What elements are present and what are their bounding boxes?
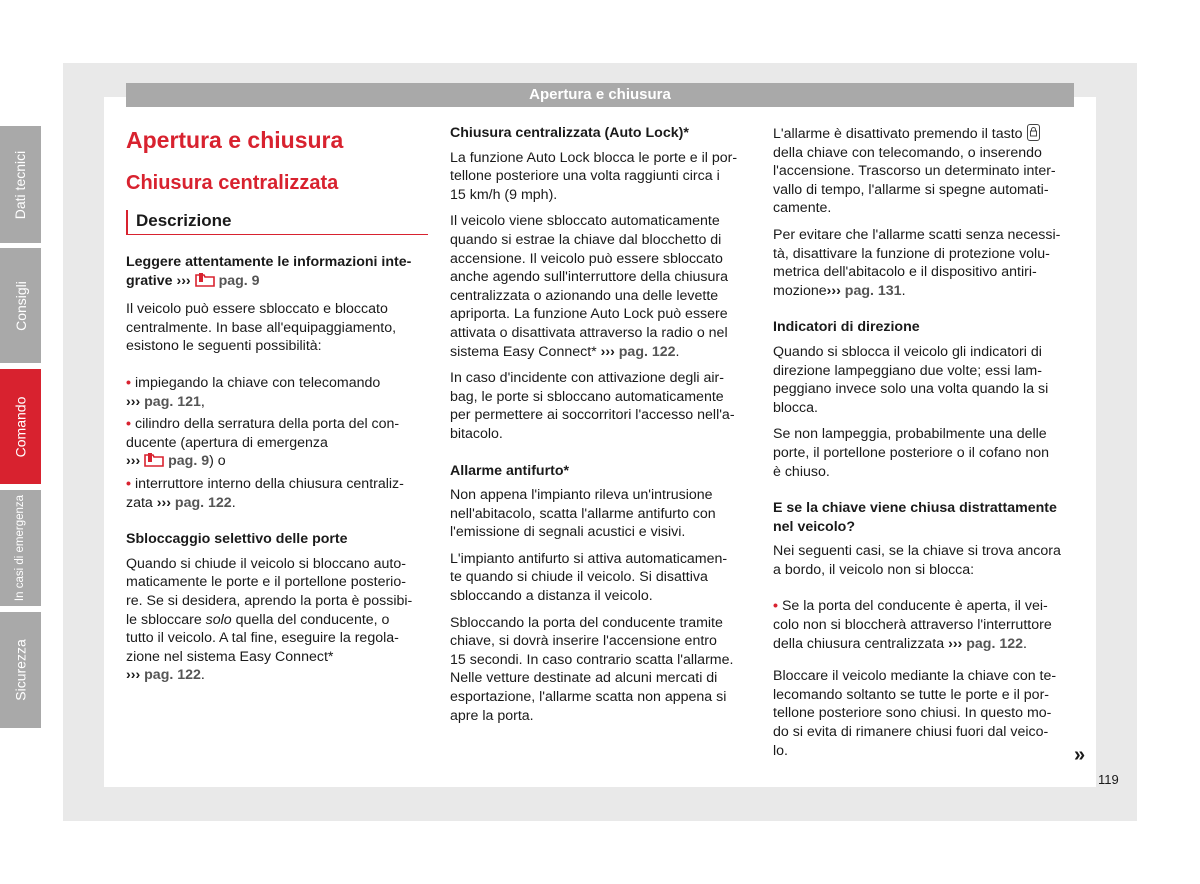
link-pag-122[interactable]: pag. 122	[144, 667, 201, 684]
subheading-selective-unlock: Sbloccaggio selettivo delle porte	[126, 531, 348, 548]
tab-dati-tecnici[interactable]: Dati tecnici	[0, 126, 41, 243]
link-pag-131[interactable]: pag. 131	[844, 282, 902, 299]
tab-in-casi-di-emergenza[interactable]: In casi di emergenza	[0, 490, 41, 606]
alarm-text: Non appena l'impianto rileva un'intrusione nell'abitacolo, scatta l'allarme antifurto con l'emissione di segnali acustici e visivi.	[450, 487, 716, 541]
driver-door-text: Sbloccando la porta del conducente tramite chiave, si dovrà inserire l'accensione entro 15 secondi. In caso contrario scatta l'allarme. Nelle vetture destinate ad alcuni mercati di esportazione, l'allarme scatta non appena si apre la porta.	[450, 614, 734, 724]
section-header: Apertura e chiusura	[126, 83, 1074, 107]
link-pag-122[interactable]: pag. 122	[966, 635, 1024, 652]
page-number: 119	[1098, 772, 1119, 787]
alarm-deactivation-text: L'allarme è disattivato premendo il tasto della chiave con telecomando, o inserendo l'accensione. Trascorso un determinato inter- vallo di tempo, l'allarme si spegne automati- camente.	[773, 126, 1056, 217]
section-title: Descrizione	[126, 210, 428, 235]
warning-note: Leggere attentamente le informazioni inte- grative ››› pag. 9	[126, 254, 412, 289]
list-item: • cilindro della serratura della porta del con- ducente (apertura di emergenza ››› pag. 9) o	[126, 416, 400, 470]
subheading-indicators: Indicatori di direzione	[773, 319, 920, 336]
subheading-auto-lock: Chiusura centralizzata (Auto Lock)*	[450, 125, 689, 141]
list-item: • interruttore interno della chiusura centraliz- zata ››› pag. 122.	[126, 475, 404, 511]
link-pag-9[interactable]: pag. 9	[168, 453, 210, 470]
list-item: • impiegando la chiave con telecomando ››› pag. 121,	[126, 374, 381, 410]
column-right	[773, 124, 1073, 768]
tab-sicurezza[interactable]: Sicurezza	[0, 612, 41, 728]
link-pag-9[interactable]: pag. 9	[218, 272, 260, 289]
link-pag-122[interactable]: pag. 122	[618, 343, 676, 360]
prevent-alarm-text: Per evitare che l'allarme scatti senza necessi- tà, disattivare la funzione di protezione volu- metrica dell'abitacolo e il dispositivo antiri- mozione››› pag. 131.	[773, 226, 1061, 299]
alarm-activation-text: L'impianto antifurto si attiva automaticamen- te quando si chiude il veicolo. Si disattiva sbloccando a distanza il veicolo.	[450, 550, 728, 605]
column-middle	[450, 124, 750, 733]
lock-advice-text: Bloccare il veicolo mediante la chiave con te- lecomando soltanto se tutte le porte e il por- tellone posteriore sono chiusi. In questo mo- do si evita di rimanere chiusi fuori dal veico- lo.	[773, 668, 1057, 759]
indicators-text: Quando si sblocca il veicolo gli indicatori di direzione lampeggiano due volte; essi lam- peggiano invece solo una volta quando la si blocca.	[773, 343, 1049, 416]
auto-unlock-text: Il veicolo viene sbloccato automaticamente quando si estrae la chiave dal blocchetto di accensione. Il veicolo può essere sbloccato anche agendo sull'interruttore della chiusura centralizzata o azionando una delle levette apriporta. La funzione Auto Lock può essere attivata o disattivata attraverso la radio o nel sistema Easy Connect* ››› pag. 122.	[450, 213, 728, 360]
link-pag-121[interactable]: pag. 121	[144, 393, 201, 410]
book-warning-icon	[195, 272, 215, 287]
page-title: Apertura e chiusura	[126, 127, 344, 153]
subheading-alarm: Allarme antifurto*	[450, 462, 570, 479]
continue-mark: »	[1074, 744, 1086, 766]
no-flash-text: Se non lampeggia, probabilmente una delle porte, il portellone posteriore o il cofano non è chiuso.	[773, 426, 1050, 480]
subheading-key-locked: E se la chiave viene chiusa distrattamente nel veicolo?	[773, 500, 1057, 535]
tab-comando[interactable]: Comando	[0, 369, 41, 484]
list-item: • Se la porta del conducente è aperta, il vei- colo non si bloccherà attraverso l'interruttore della chiusura centralizzata ››› pag. 122.	[773, 598, 1052, 652]
key-locked-text: Nei seguenti casi, se la chiave si trova ancora a bordo, il veicolo non si blocca:	[773, 543, 1061, 578]
accident-text: In caso d'incidente con attivazione degli air- bag, le porte si sbloccano automaticamente per permettere ai soccorritori l'accesso nell'a- bitacolo.	[450, 370, 735, 442]
book-warning-icon	[144, 452, 164, 467]
tab-consigli[interactable]: Consigli	[0, 248, 41, 363]
chapter-title: Chiusura centralizzata	[126, 172, 339, 194]
intro-text: Il veicolo può essere sbloccato e bloccato centralmente. In base all'equipaggiamento, esistono le seguenti possibilità:	[126, 301, 397, 355]
link-pag-122[interactable]: pag. 122	[174, 494, 232, 511]
selective-unlock-text: Quando si chiude il veicolo si bloccano auto- maticamente le porte e il portellone posterio- re. Se si desidera, aprendo la porta è possibi- le sbloccare solo quella del conducente, o tutto il veicolo. A tal fine, eseguire la regola- zione nel sistema Easy Connect* ››› pag. 122.	[126, 555, 413, 684]
lock-key-icon	[1027, 124, 1040, 141]
auto-lock-text: La funzione Auto Lock blocca le porte e il por- tellone posteriore una volta raggiunti circa i 15 km/h (9 mph).	[450, 149, 738, 203]
column-left	[126, 124, 428, 693]
